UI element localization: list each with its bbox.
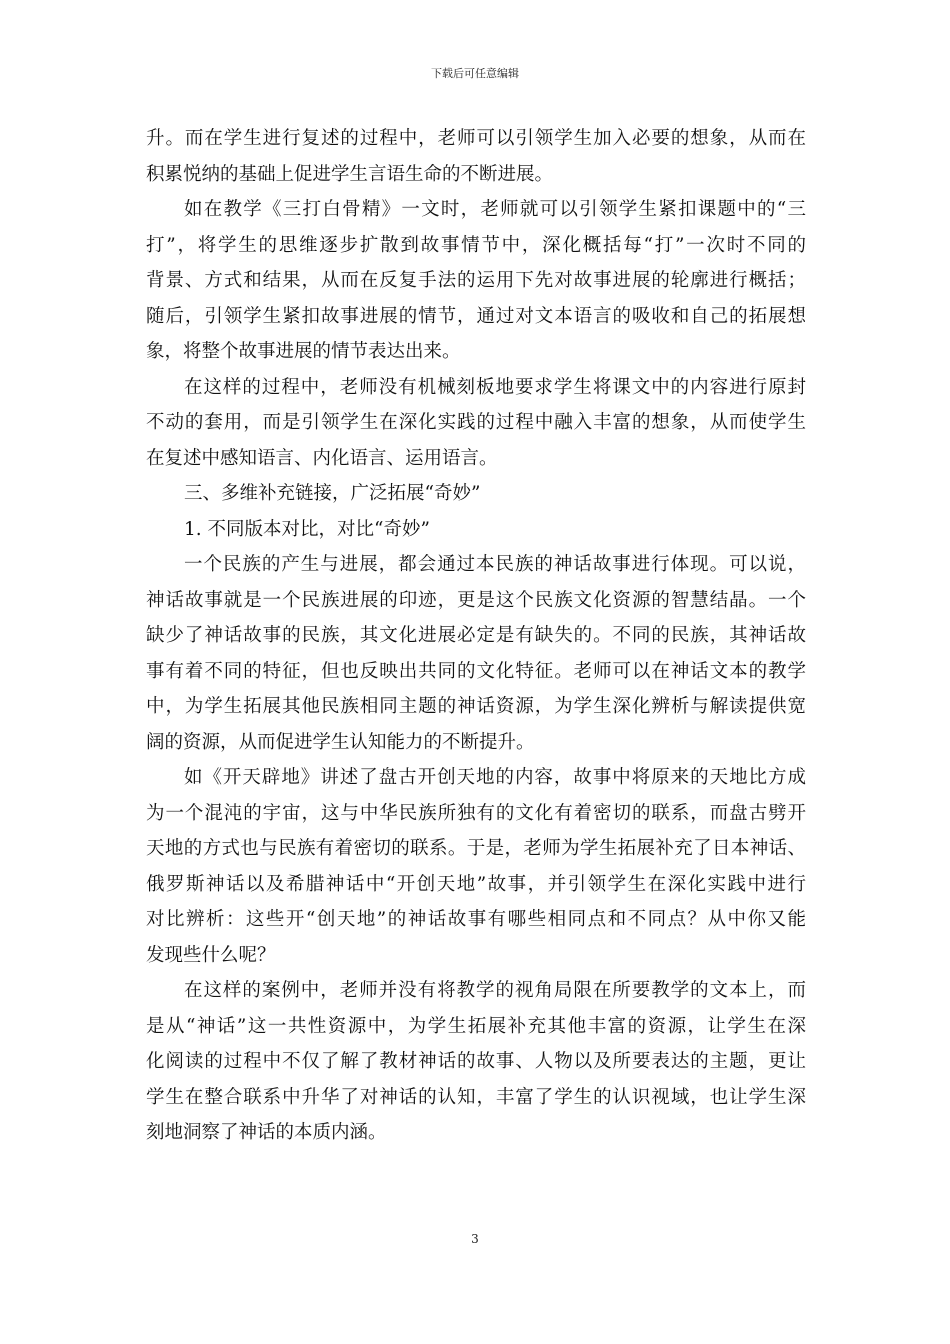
text-line: 是从“神话”这一共性资源中，为学生拓展补充其他丰富的资源，让学生在深 xyxy=(146,1015,806,1037)
text-line: 背景、方式和结果，从而在反复手法的运用下先对故事进展的轮廓进行概括； xyxy=(146,270,806,291)
text-line: 在这样的案例中，老师并没有将教学的视角局限在所要教学的文本上，而 xyxy=(184,980,806,1001)
text-line: 如在教学《三打白骨精》一文时，老师就可以引领学生紧扣课题中的“三 xyxy=(184,199,806,220)
text-line: 天地的方式也与民族有着密切的联系。于是，老师为学生拓展补充了日本神话、 xyxy=(146,838,806,859)
document-body xyxy=(146,121,806,1151)
text-line: 对比辨析：这些开“创天地”的神话故事有哪些相同点和不同点？从中你又能 xyxy=(146,909,806,930)
subsection-heading: 1. 不同版本对比，对比“奇妙” xyxy=(184,518,430,540)
text-line: 缺少了神话故事的民族，其文化进展必定是有缺失的。不同的民族，其神话故 xyxy=(146,625,806,646)
text-line: 俄罗斯神话以及希腊神话中“开创天地”故事，并引领学生在深化实践中进行 xyxy=(146,873,806,895)
text-line: 事有着不同的特征，但也反映出共同的文化特征。老师可以在神话文本的教学 xyxy=(146,660,806,682)
text-line: 积累悦纳的基础上促进学生言语生命的不断进展。 xyxy=(146,163,554,185)
text-line: 在复述中感知语言、内化语言、运用语言。 xyxy=(146,447,498,469)
text-line: 神话故事就是一个民族进展的印迹，更是这个民族文化资源的智慧结晶。一个 xyxy=(146,589,806,611)
text-line: 化阅读的过程中不仅了解了教材神话的故事、人物以及所要表达的主题，更让 xyxy=(146,1051,806,1072)
text-line: 中，为学生拓展其他民族相同主题的神话资源，为学生深化辨析与解读提供宽 xyxy=(146,696,806,717)
text-line: 不动的套用，而是引领学生在深化实践的过程中融入丰富的想象，从而使学生 xyxy=(146,412,806,433)
text-line: 在这样的过程中，老师没有机械刻板地要求学生将课文中的内容进行原封 xyxy=(184,376,806,398)
text-line: 发现些什么呢？ xyxy=(146,944,276,966)
text-line: 打”，将学生的思维逐步扩散到故事情节中，深化概括每“打”一次时不同的 xyxy=(146,234,806,256)
text-line: 一个民族的产生与进展，都会通过本民族的神话故事进行体现。可以说， xyxy=(184,554,806,575)
text-line: 如《开天辟地》讲述了盘古开创天地的内容，故事中将原来的天地比方成 xyxy=(184,767,806,788)
text-line: 阔的资源，从而促进学生认知能力的不断提升。 xyxy=(146,731,535,753)
text-line: 象，将整个故事进展的情节表达出来。 xyxy=(146,341,461,362)
text-line: 随后，引领学生紧扣故事进展的情节，通过对文本语言的吸收和自己的拓展想 xyxy=(146,305,806,327)
text-line: 升。而在学生进行复述的过程中，老师可以引领学生加入必要的想象，从而在 xyxy=(146,128,806,149)
section-heading: 三、多维补充链接，广泛拓展“奇妙” xyxy=(184,483,481,504)
text-line: 为一个混沌的宇宙，这与中华民族所独有的文化有着密切的联系，而盘古劈开 xyxy=(146,802,806,824)
text-line: 刻地洞察了神话的本质内涵。 xyxy=(146,1122,387,1143)
page-number: 3 xyxy=(471,1232,479,1246)
header-note: 下载后可任意编辑 xyxy=(431,67,519,80)
text-line: 学生在整合联系中升华了对神话的认知，丰富了学生的认识视域，也让学生深 xyxy=(146,1086,806,1108)
